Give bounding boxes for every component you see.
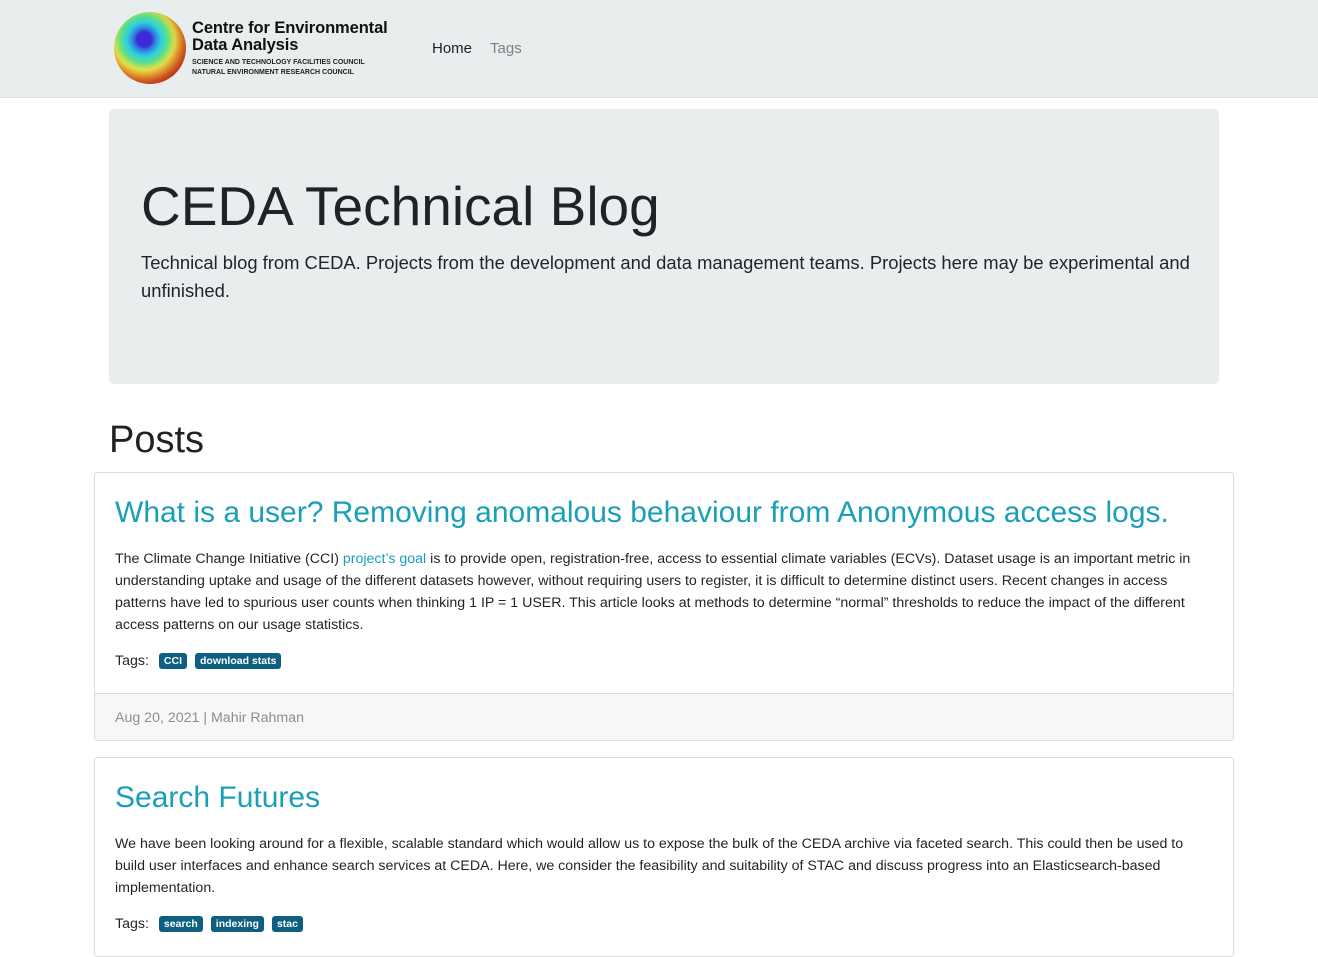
posts-heading: Posts xyxy=(109,419,205,461)
tag-badge[interactable]: CCI xyxy=(159,653,187,669)
post-title-link[interactable]: What is a user? Removing anomalous behaviour from Anonymous access logs. xyxy=(115,496,1169,529)
ceda-globe-logo-icon xyxy=(114,12,186,84)
post-tags xyxy=(115,916,303,932)
post-date-author: Aug 20, 2021 | Mahir Rahman xyxy=(115,710,305,726)
post-tags xyxy=(115,653,281,669)
brand-subtitle xyxy=(192,58,408,78)
post-footer xyxy=(95,693,1233,740)
jumbotron xyxy=(109,109,1219,384)
page-lead: Technical blog from CEDA. Projects from the development and data management teams. Projects here may be experimental and unfinished. xyxy=(141,252,1190,301)
nav-tags-link[interactable]: Tags xyxy=(490,40,522,57)
post-card xyxy=(94,757,1234,957)
tag-badge[interactable]: download stats xyxy=(195,653,281,669)
post-summary-text: is to provide open, registration-free, access to essential climate variables (ECVs). Dataset usage is an important metric in understanding uptake and usage of the different datasets however, without requiring users to register, it is difficult to determine distinct users. Recent changes in access patterns have led to spurious user counts when thinking 1 IP = 1 USER. This article looks at methods to determine “normal” thresholds to reduce the impact of the different access patterns on our usage statistics. xyxy=(115,551,1191,633)
tag-badge[interactable]: search xyxy=(159,916,203,932)
brand-subtitle-line-1: SCIENCE AND TECHNOLOGY FACILITIES COUNCIL xyxy=(192,59,365,66)
tag-badge[interactable]: stac xyxy=(272,916,303,932)
tags-label: Tags: xyxy=(115,653,149,669)
brand-name: Centre for Environmental Data Analysis xyxy=(192,19,388,54)
navbar xyxy=(0,0,1318,98)
nav-home-link[interactable]: Home xyxy=(432,40,473,57)
main-nav xyxy=(432,38,522,60)
brand-text xyxy=(192,20,408,78)
post-card xyxy=(94,472,1234,741)
tags-label: Tags: xyxy=(115,916,149,932)
post-summary: We have been looking around for a flexible, scalable standard which would allow us to expose the bulk of the CEDA archive via faceted search. This could then be used to build user interfaces and enhance search services at CEDA. Here, we consider the feasibility and suitability of STAC and discuss progress into an Elasticsearch-based implementation. xyxy=(115,836,1184,896)
tag-badge[interactable]: indexing xyxy=(211,916,264,932)
post-title-link[interactable]: Search Futures xyxy=(115,781,321,814)
post-summary xyxy=(115,548,1215,636)
page-title: CEDA Technical Blog xyxy=(141,175,660,237)
post-summary-text: The Climate Change Initiative (CCI) xyxy=(115,551,343,567)
brand-subtitle-line-2: NATURAL ENVIRONMENT RESEARCH COUNCIL xyxy=(192,69,354,76)
projects-goal-link[interactable]: project’s goal xyxy=(342,551,427,567)
ceda-logo-link[interactable] xyxy=(114,12,404,86)
